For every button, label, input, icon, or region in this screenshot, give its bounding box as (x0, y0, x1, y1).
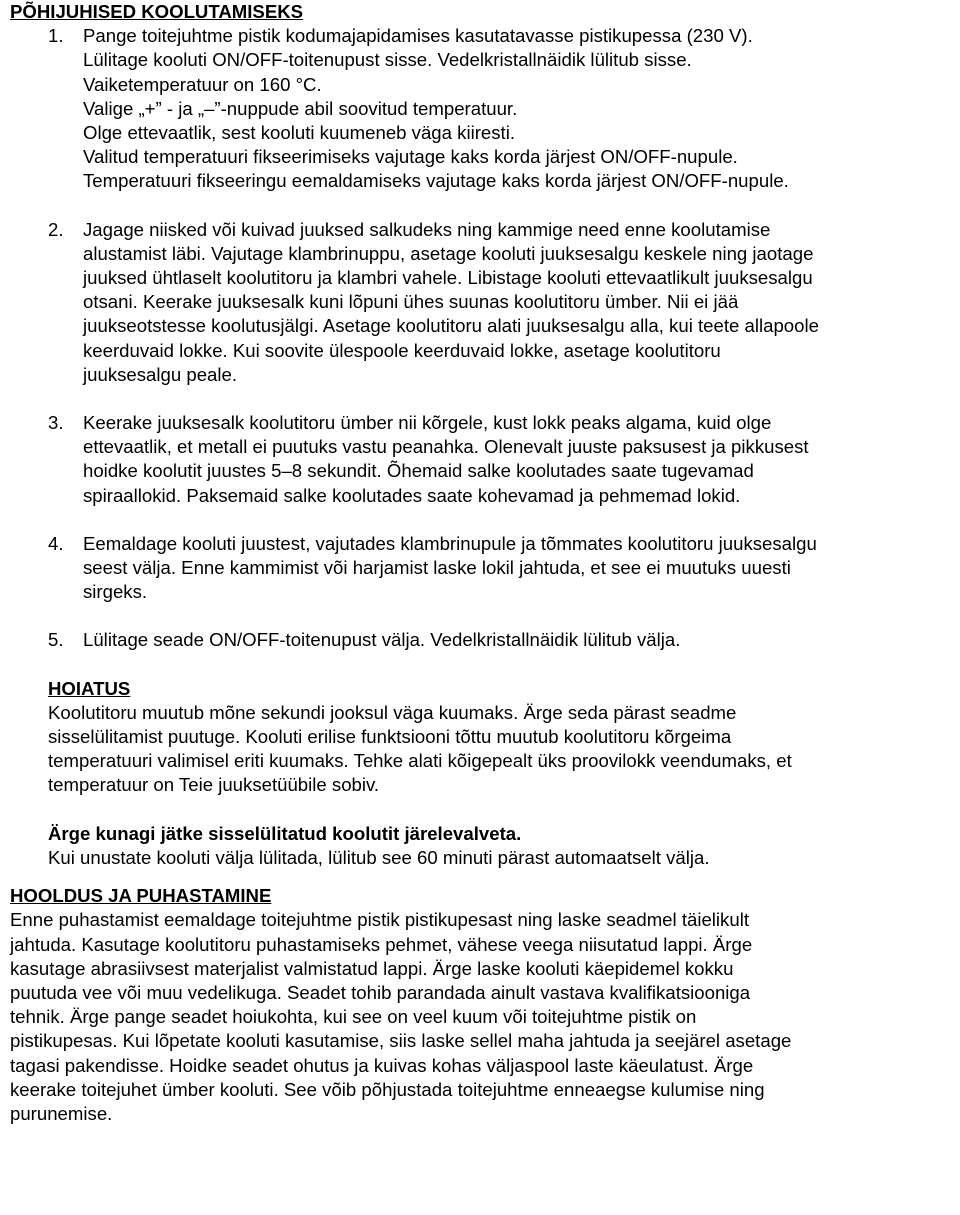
step-line: Lülitage seade ON/OFF-toitenupust välja. Vedelkristallnäidik lülitub välja. (83, 629, 681, 651)
step-line: juukseotstesse koolutusjälgi. Asetage koolutitoru alati juuksesalgu alla, kui teete allapoole (83, 315, 819, 337)
step-number: 2. (48, 218, 64, 240)
step-text (83, 411, 960, 508)
step-line: Keerake juuksesalk koolutitoru ümber nii kõrgele, kust lokk peaks algama, kuid olge (83, 412, 772, 434)
step-line: Eemaldage kooluti juustest, vajutades klambrinupule ja tõmmates koolutitoru juuksesalgu (83, 532, 817, 554)
step-line: seest välja. Enne kammimist või harjamist laske lokil jahtuda, et see ei muutuks uuesti (83, 557, 791, 579)
step-line: spiraallokid. Paksemaid salke koolutades saate kohevamad ja pehmemad lokid. (83, 484, 741, 506)
warning-bold-line: Ärge kunagi jätke sisselülitatud koolutit järelevalveta. (48, 822, 522, 844)
step-line: Temperatuuri fikseeringu eemaldamiseks vajutage kaks korda järjest ON/OFF-nupule. (83, 170, 789, 192)
step-text (83, 628, 960, 652)
warning-heading: HOIATUS (48, 677, 131, 699)
care-line: jahtuda. Kasutage koolutitoru puhastamiseks pehmet, vähese veega niisutatud lappi. Ärge (10, 933, 753, 955)
spacer (48, 508, 960, 532)
care-line: pistikupesas. Kui lõpetate kooluti kasutamise, siis laske sellel maha jahtuda ja seejärel asetage (10, 1030, 792, 1052)
warning-line: Koolutitoru muutub mõne sekundi jooksul väga kuumaks. Ärge seda pärast seadme (48, 701, 737, 723)
care-heading: HOOLDUS JA PUHASTAMINE (10, 885, 272, 907)
step-5 (48, 628, 960, 652)
step-line: alustamist läbi. Vajutage klambrinuppu, asetage kooluti juuksesalgu keskele ning jaotage (83, 242, 814, 264)
care-line: tehnik. Ärge pange seadet hoiukohta, kui see on veel kuum või toitejuhtme pistik on (10, 1006, 697, 1028)
step-line: Vaiketemperatuur on 160 °C. (83, 73, 322, 95)
care-line: kasutage abrasiivsest materjalist valmistatud lappi. Ärge laske kooluti käepidemel kokku (10, 957, 734, 979)
step-line: juuksed ühtlaselt koolutitoru ja klambri vahele. Libistage kooluti ettevaatlikult juuksesalgu (83, 267, 813, 289)
step-line: ettevaatlik, et metall ei puutuks vastu peanahka. Olenevalt juuste paksusest ja pikkusest (83, 436, 809, 458)
step-number: 1. (48, 25, 64, 47)
step-text (83, 24, 960, 193)
warning-line: temperatuuri valimisel eriti kuumaks. Tehke alati kõigepealt üks proovilokk veendumaks, et (48, 750, 792, 772)
spacer (48, 604, 960, 628)
step-number: 4. (48, 532, 64, 554)
care-line: purunemise. (10, 1102, 113, 1124)
step-text (83, 218, 960, 387)
step-number: 3. (48, 412, 64, 434)
step-line: otsani. Keerake juuksesalk kuni lõpuni ühes suunas koolutitoru ümber. Nii ei jää (83, 291, 739, 313)
spacer (48, 798, 960, 822)
spacer (48, 653, 960, 677)
usage-heading: PÕHIJUHISED KOOLUTAMISEKS (10, 1, 304, 22)
care-line: Enne puhastamist eemaldage toitejuhtme pistik pistikupesast ning laske seadmel täielikult (10, 909, 749, 931)
step-line: Valige „+” - ja „–”-nuppude abil soovitud temperatuur. (83, 97, 518, 119)
step-line: keerduvaid lokke. Kui soovite ülespoole keerduvaid lokke, asetage koolutitoru (83, 339, 721, 361)
step-line: Olge ettevaatlik, sest kooluti kuumeneb väga kiiresti. (83, 122, 516, 144)
step-line: Valitud temperatuuri fikseerimiseks vajutage kaks korda järjest ON/OFF-nupule. (83, 146, 738, 168)
usage-steps (10, 24, 960, 870)
step-2 (48, 218, 960, 387)
care-line: puutuda vee või muu vedelikuga. Seadet tohib parandada ainult vastava kvalifikatsiooniga (10, 981, 751, 1003)
step-4 (48, 532, 960, 605)
step-text (83, 532, 960, 605)
step-line: Jagage niisked või kuivad juuksed salkudeks ning kammige need enne koolutamise (83, 218, 771, 240)
step-number: 5. (48, 629, 64, 651)
step-line: hoidke koolutit juustes 5–8 sekundit. Õhemaid salke koolutades saate tugevamad (83, 460, 754, 482)
care-line: tagasi pakendisse. Hoidke seadet ohutus ja kuivas kohas väljaspool laste käeulatust. Ärge (10, 1054, 754, 1076)
care-line: keerake toitejuhet ümber kooluti. See võib põhjustada toitejuhtme enneaegse kulumise ning (10, 1078, 765, 1100)
warning-line: temperatuur on Teie juuksetüübile sobiv. (48, 774, 380, 796)
spacer (48, 387, 960, 411)
step-line: sirgeks. (83, 581, 148, 603)
step-1 (48, 24, 960, 193)
step-3 (48, 411, 960, 508)
warning-text (48, 701, 960, 798)
warning-auto-off-line: Kui unustate kooluti välja lülitada, lülitub see 60 minuti pärast automaatselt välja. (48, 846, 710, 868)
care-text (10, 908, 960, 1126)
warning-line: sisselülitamist puutuge. Kooluti erilise funktsiooni tõttu muutub koolutitoru kõrgeima (48, 726, 732, 748)
step-line: juuksesalgu peale. (83, 363, 238, 385)
spacer (48, 194, 960, 218)
step-line: Pange toitejuhtme pistik kodumajapidamises kasutatavasse pistikupessa (230 V). (83, 25, 753, 47)
step-line: Lülitage kooluti ON/OFF-toitenupust sisse. Vedelkristallnäidik lülitub sisse. (83, 49, 692, 71)
